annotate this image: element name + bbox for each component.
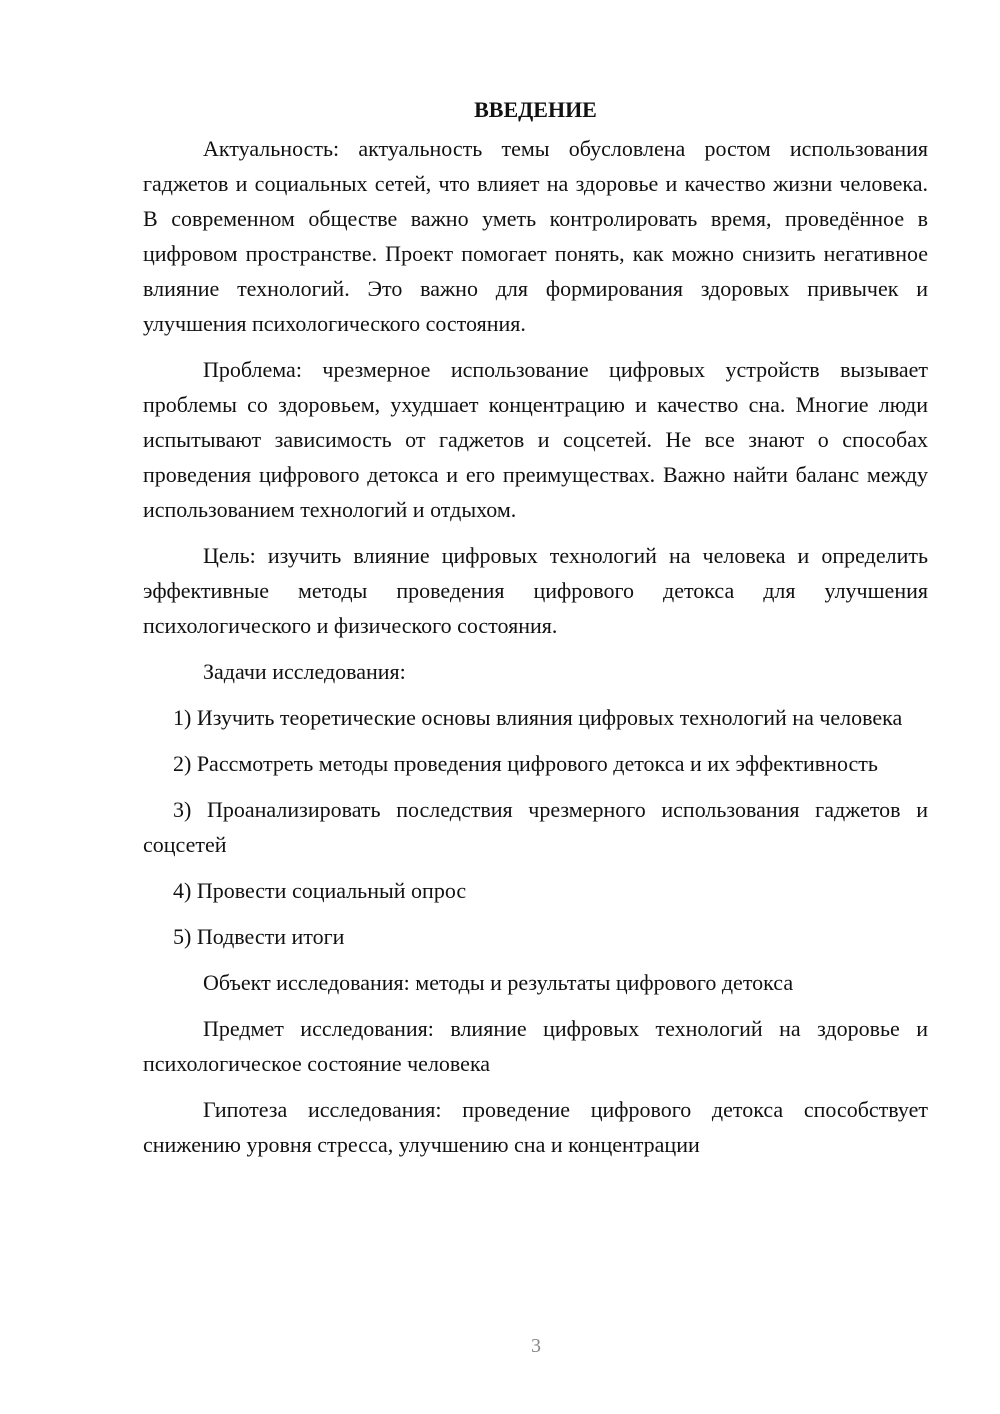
paragraph-goal: Цель: изучить влияние цифровых технологий на человека и определить эффективные методы проведения цифрового детокса для улучшения психологического и физического состояния. bbox=[143, 543, 928, 638]
task-item-1: 1) Изучить теоретические основы влияния цифровых технологий на человека bbox=[173, 705, 903, 730]
paragraph-hypothesis: Гипотеза исследования: проведение цифрового детокса способствует снижению уровня стресса, улучшению сна и концентрации bbox=[143, 1097, 928, 1157]
task-item-2: 2) Рассмотреть методы проведения цифрового детокса и их эффективность bbox=[173, 751, 878, 776]
task-item-4: 4) Провести социальный опрос bbox=[173, 878, 467, 903]
task-item-5: 5) Подвести итоги bbox=[173, 924, 345, 949]
page-number: 3 bbox=[531, 1335, 541, 1357]
paragraph-problem: Проблема: чрезмерное использование цифровых устройств вызывает проблемы со здоровьем, ухудшает концентрацию и качество сна. Многие люди испытывают зависимость от гаджетов и соцсетей. Не все знают о способах проведения цифрового детокса и его преимуществах. Важно найти баланс между использованием технологий и отдыхом. bbox=[143, 357, 928, 522]
task-item-3: 3) Проанализировать последствия чрезмерного использования гаджетов и соцсетей bbox=[143, 797, 928, 857]
section-title: ВВЕДЕНИЕ bbox=[474, 97, 597, 122]
paragraph-object: Объект исследования: методы и результаты цифрового детокса bbox=[203, 970, 794, 995]
tasks-heading: Задачи исследования: bbox=[203, 659, 406, 684]
page-content bbox=[143, 92, 928, 1173]
paragraph-relevance: Актуальность: актуальность темы обусловлена ростом использования гаджетов и социальных сетей, что влияет на здоровье и качество жизни человека. В современном обществе важно уметь контролировать время, проведённое в цифровом пространстве. Проект помогает понять, как можно снизить негативное влияние технологий. Это важно для формирования здоровых привычек и улучшения психологического состояния. bbox=[143, 136, 928, 336]
paragraph-subject: Предмет исследования: влияние цифровых технологий на здоровье и психологическое состояние человека bbox=[143, 1016, 928, 1076]
